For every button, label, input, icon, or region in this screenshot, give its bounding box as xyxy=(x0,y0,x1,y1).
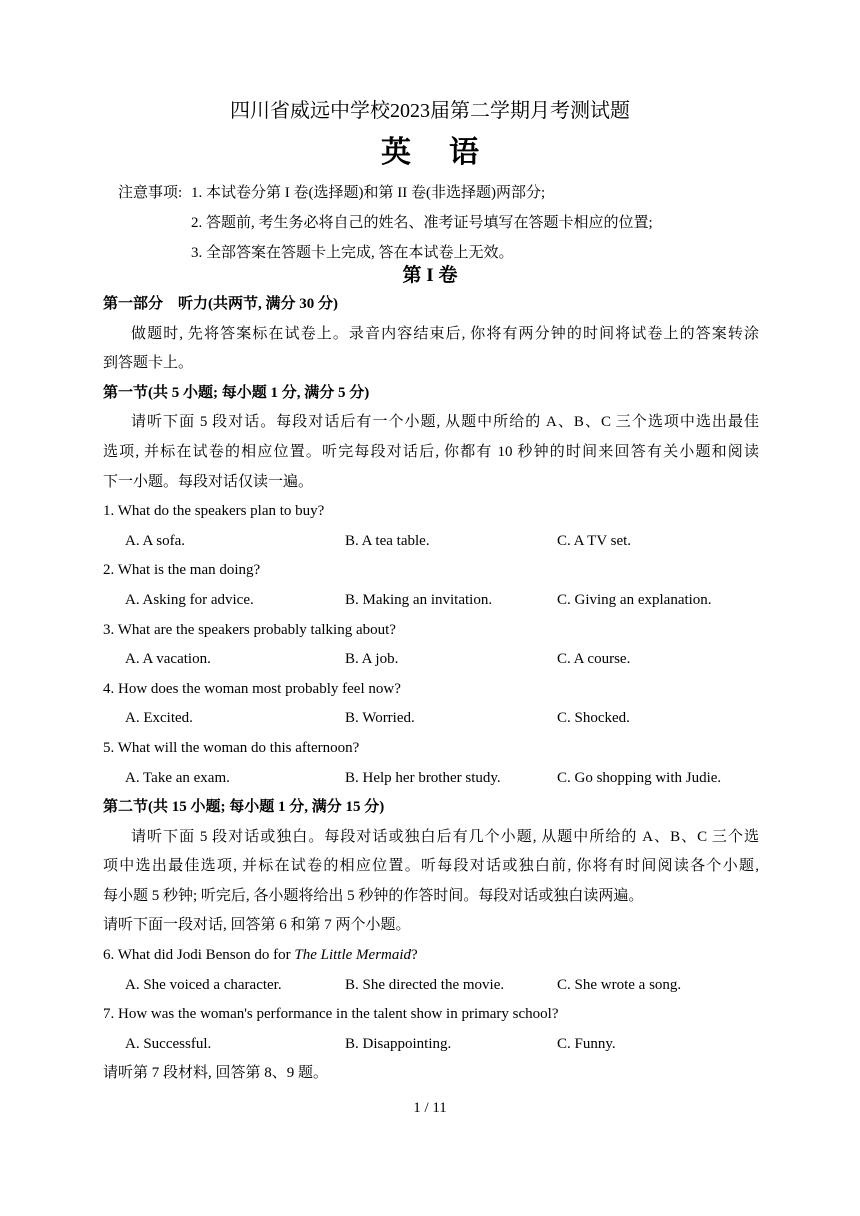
option-b: B. Help her brother study. xyxy=(345,769,501,786)
part1-intro-line-2: 到答题卡上。 xyxy=(103,355,194,372)
question-6-options xyxy=(103,971,759,1001)
question-1-options xyxy=(103,527,759,557)
option-c: C. Giving an explanation. xyxy=(557,591,712,608)
option-b: B. Making an invitation. xyxy=(345,591,493,608)
group-note-1: 请听下面一段对话, 回答第 6 和第 7 两个小题。 xyxy=(103,917,411,934)
question-2-options xyxy=(103,586,759,616)
subject-char-1: 英 xyxy=(381,136,411,169)
question-5-options xyxy=(103,764,759,794)
question-1: 1. What do the speakers plan to buy? xyxy=(103,503,325,520)
part1-intro-line-1: 做题时, 先将答案标在试卷上。录音内容结束后, 你将有两分钟的时间将试卷上的答案转涂 xyxy=(131,325,759,342)
notice-block xyxy=(118,178,818,268)
section1-heading: 第一节(共 5 小题; 每小题 1 分, 满分 5 分) xyxy=(103,384,370,401)
option-c: C. A course. xyxy=(557,651,631,668)
notice-item-2: 2. 答题前, 考生务必将自己的姓名、准考证号填写在答题卡相应的位置; xyxy=(191,215,653,231)
option-a: A. Excited. xyxy=(125,710,193,727)
volume-title: 第 I 卷 xyxy=(402,265,458,286)
option-c: C. She wrote a song. xyxy=(557,976,682,993)
exam-title: 四川省威远中学校2023届第二学期月考测试题 xyxy=(230,100,630,122)
question-3-options xyxy=(103,645,759,675)
section1-instruction-line-2: 选项, 并标在试卷的相应位置。听完每段对话后, 你都有 10 秒钟的时间来回答有关小题和阅读 xyxy=(103,443,759,460)
section2-instruction-line-2: 项中选出最佳选项, 并标在试卷的相应位置。听每段对话或独白前, 你将有时间阅读各个小题, xyxy=(103,858,759,875)
question-2: 2. What is the man doing? xyxy=(103,562,261,579)
section2-instruction-line-3: 每小题 5 秒钟; 听完后, 各小题将给出 5 秒钟的作答时间。每段对话或独白读两遍。 xyxy=(103,887,644,904)
question-4: 4. How does the woman most probably feel now? xyxy=(103,680,401,697)
option-c: C. Shocked. xyxy=(557,710,630,727)
part1-heading: 第一部分 听力(共两节, 满分 30 分) xyxy=(103,296,338,312)
option-a: A. Successful. xyxy=(125,1035,212,1052)
notice-item-3: 3. 全部答案在答题卡上完成, 答在本试卷上无效。 xyxy=(191,245,514,261)
option-b: B. Worried. xyxy=(345,710,415,727)
option-b: B. Disappointing. xyxy=(345,1035,452,1052)
notice-label: 注意事项: xyxy=(118,185,183,201)
section2-instruction-line-1: 请听下面 5 段对话或独白。每段对话或独白后有几个小题, 从题中所给的 A、B、C 三个选 xyxy=(131,828,759,845)
question-7: 7. How was the woman's performance in the talent show in primary school? xyxy=(103,1006,559,1023)
question-5: 5. What will the woman do this afternoon? xyxy=(103,739,360,756)
option-c: C. A TV set. xyxy=(557,532,632,549)
option-b: B. A job. xyxy=(345,651,399,668)
section2-heading: 第二节(共 15 小题; 每小题 1 分, 满分 15 分) xyxy=(103,799,385,816)
group-note-2: 请听第 7 段材料, 回答第 8、9 题。 xyxy=(103,1065,329,1082)
subject-title xyxy=(0,133,860,173)
option-a: A. She voiced a character. xyxy=(125,976,282,993)
option-a: A. A vacation. xyxy=(125,651,211,668)
option-c: C. Funny. xyxy=(557,1035,616,1052)
option-b: B. A tea table. xyxy=(345,532,430,549)
question-7-options xyxy=(103,1030,759,1060)
question-6-prefix: 6. What did Jodi Benson do for xyxy=(103,947,295,964)
question-4-options xyxy=(103,704,759,734)
page-number: 1 / 11 xyxy=(413,1100,447,1116)
subject-char-2: 语 xyxy=(449,136,479,169)
notice-item-1: 1. 本试卷分第 I 卷(选择题)和第 II 卷(非选择题)两部分; xyxy=(191,185,546,201)
option-b: B. She directed the movie. xyxy=(345,976,505,993)
section1-instruction-line-3: 下一小题。每段对话仅读一遍。 xyxy=(103,473,314,490)
section1-instruction-line-1: 请听下面 5 段对话。每段对话后有一个小题, 从题中所给的 A、B、C 三个选项中选出最佳 xyxy=(131,414,759,431)
exam-body xyxy=(103,290,759,1089)
question-3: 3. What are the speakers probably talking about? xyxy=(103,621,396,638)
question-6 xyxy=(103,941,759,971)
question-6-suffix: ? xyxy=(411,947,418,964)
question-6-title: The Little Mermaid xyxy=(294,947,412,964)
option-a: A. Asking for advice. xyxy=(125,591,254,608)
option-a: A. Take an exam. xyxy=(125,769,230,786)
option-a: A. A sofa. xyxy=(125,532,185,549)
option-c: C. Go shopping with Judie. xyxy=(557,769,722,786)
